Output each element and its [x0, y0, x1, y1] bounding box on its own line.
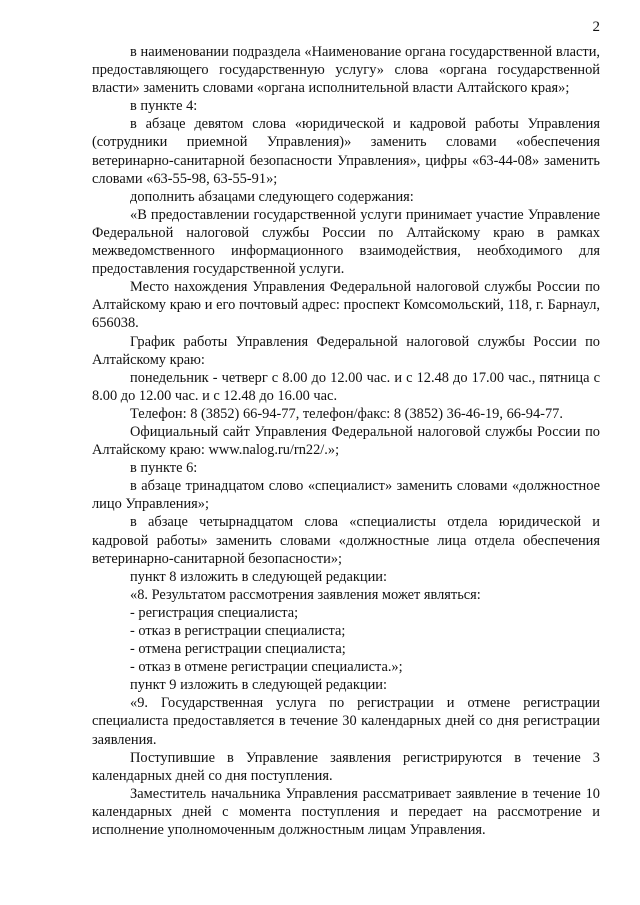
paragraph-review-term: Заместитель начальника Управления рассматривает заявление в течение 10 календарных дней с момента поступления и передает на рассмотрение и исполнение уполномоченным должностным лицам Управления. — [92, 785, 600, 839]
paragraph-tax-service-participation: «В предоставлении государственной услуги принимает участие Управление Федеральной налоговой службы России по Алтайскому краю в рамках межведомственного информационного взаимодействия, необходимого для предоставления государственной услуги. — [92, 206, 600, 278]
paragraph-item-8-heading: пункт 8 изложить в следующей редакции: — [130, 568, 387, 585]
paragraph-item-9-heading: пункт 9 изложить в следующей редакции: — [130, 677, 387, 694]
paragraph-add-paragraphs: дополнить абзацами следующего содержания: — [130, 188, 414, 205]
document-body — [92, 43, 600, 839]
paragraph-item-6-heading: в пункте 6: — [130, 460, 198, 477]
paragraph-item-6-thirteenth: в абзаце тринадцатом слово «специалист» заменить словами «должностное лицо Управления»; — [92, 478, 600, 513]
paragraph-work-schedule: График работы Управления Федеральной налоговой службы России по Алтайскому краю: — [92, 333, 600, 368]
page-number: 2 — [592, 19, 600, 35]
paragraph-tax-service-address: Место нахождения Управления Федеральной налоговой службы России по Алтайскому краю и его почтовый адрес: проспект Комсомольский, 118, г. Барнаул, 656038. — [92, 279, 600, 332]
paragraph-item-6-fourteenth: в абзаце четырнадцатом слова «специалисты отдела юридической и кадровой работы» заменить словами «должностные лица отдела обеспечения ветеринарно-санитарной безопасности»; — [92, 514, 600, 567]
list-item-refusal-cancel: - отказ в отмене регистрации специалиста.»; — [130, 659, 403, 676]
paragraph-website: Официальный сайт Управления Федеральной налоговой службы России по Алтайскому краю: www.nalog.ru/rn22/.»; — [92, 423, 600, 459]
paragraph-subsection-name: в наименовании подраздела «Наименование органа государственной власти, предоставляющего государственную услугу» слова «органа государственной власти» заменить словами «органа исполнительной власти Алтайского края»; — [92, 44, 600, 97]
paragraph-registration-term: Поступившие в Управление заявления регистрируются в течение 3 календарных дней со дня поступления. — [92, 749, 600, 784]
paragraph-item-4-heading: в пункте 4: — [130, 98, 198, 115]
list-item-cancel-registration: - отмена регистрации специалиста; — [130, 641, 346, 658]
list-item-refusal-registration: - отказ в регистрации специалиста; — [130, 623, 346, 639]
paragraph-item-8-result: «8. Результатом рассмотрения заявления может являться: — [130, 586, 481, 603]
paragraph-schedule-hours: понедельник - четверг с 8.00 до 12.00 час. и с 12.48 до 17.00 час., пятница с 8.00 до 12.00 час. и с 12.48 до 16.00 час. — [92, 369, 600, 404]
paragraph-item-4-ninth: в абзаце девятом слова «юридической и кадровой работы Управления (сотрудники приемной Управления)» заменить словами «обеспечения ветеринарно-санитарной безопасности Управления», цифры «63-44-08» заменить словами «63-55-98, 63-55-91»; — [92, 116, 600, 187]
list-item-registration: - регистрация специалиста; — [130, 604, 299, 621]
paragraph-phone: Телефон: 8 (3852) 66-94-77, телефон/факс: 8 (3852) 36-46-19, 66-94-77. — [130, 405, 563, 422]
paragraph-item-9-term: «9. Государственная услуга по регистрации и отмене регистрации специалиста предоставляется в течение 30 календарных дней со дня регистрации заявления. — [92, 695, 600, 748]
